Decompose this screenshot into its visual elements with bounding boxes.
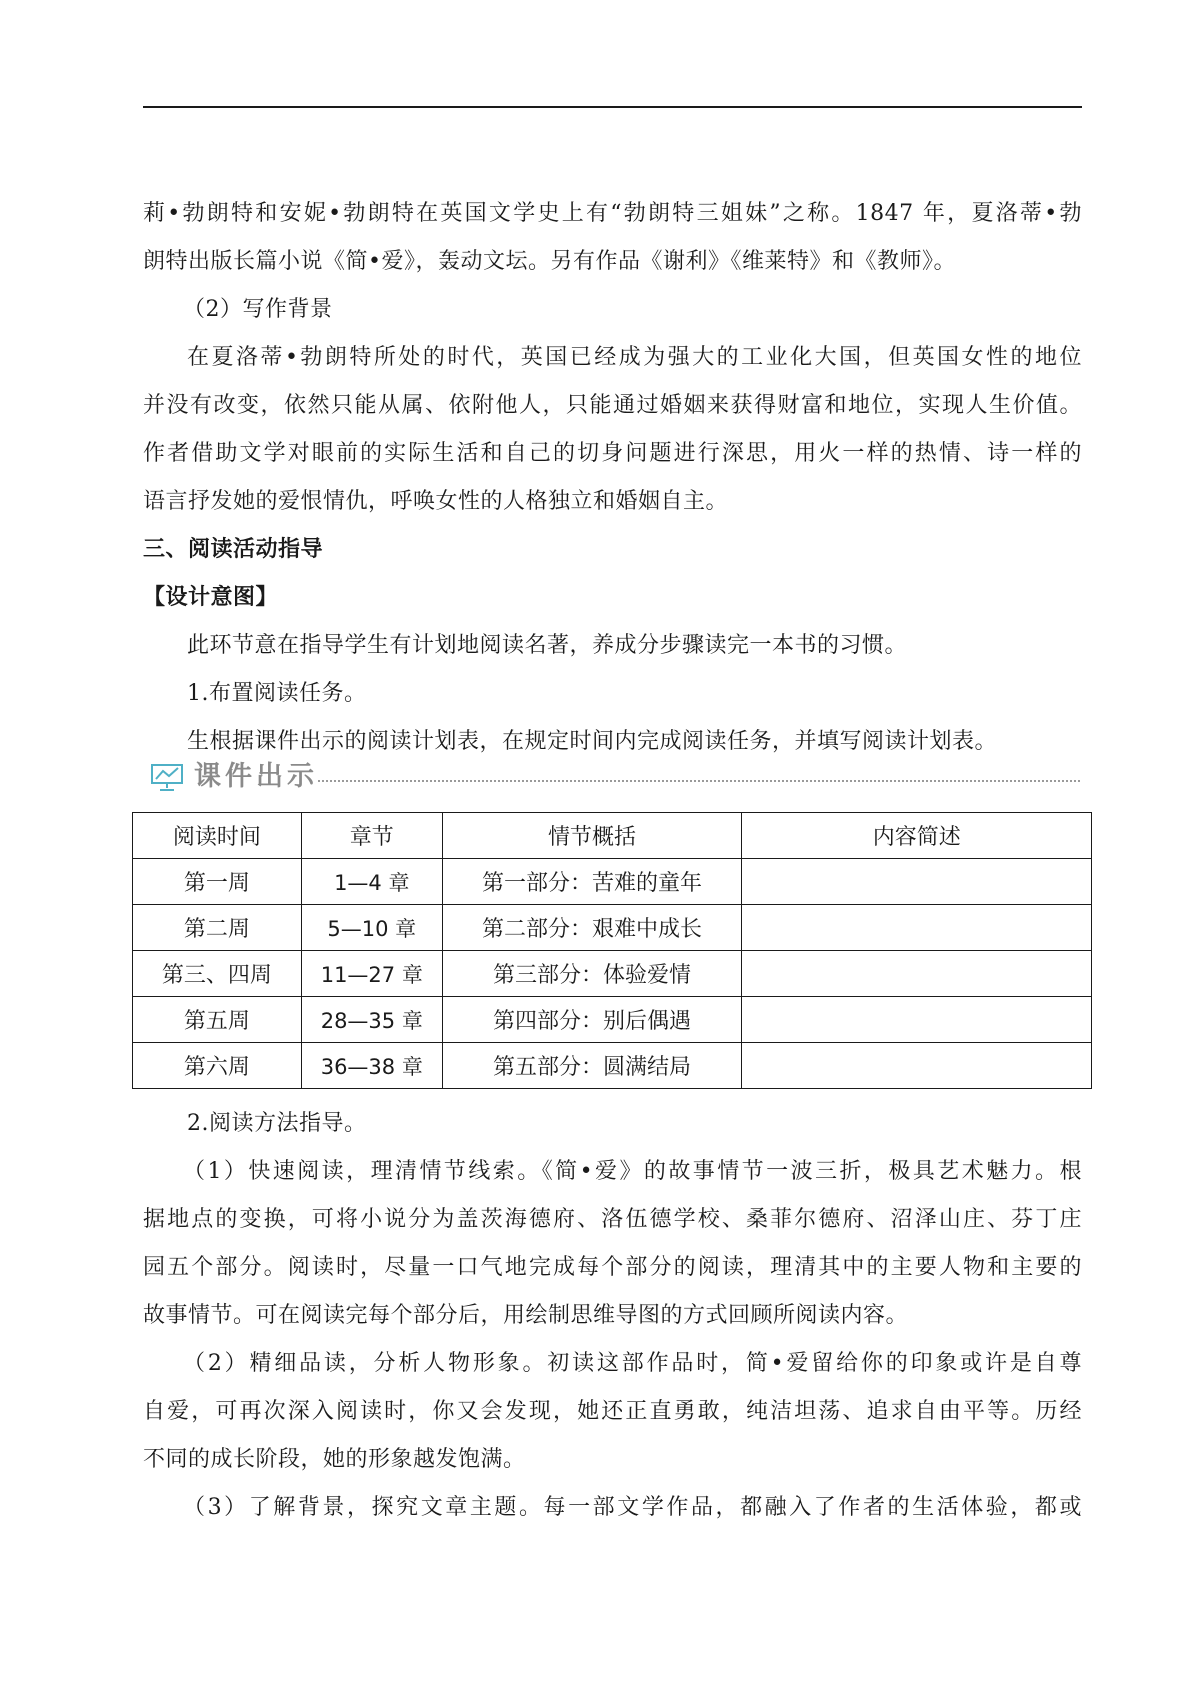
method-p2-line: （2）精细品读，分析人物形象。初读这部作品时，简•爱留给你的印象或许是自尊 [183, 1351, 1082, 1376]
chapter-cell: 36—38 章 [301, 1043, 442, 1089]
method-p3-line: （3）了解背景，探究文章主题。每一部文学作品，都融入了作者的生活体验，都或 [183, 1495, 1082, 1520]
background-line: 在夏洛蒂•勃朗特所处的时代，英国已经成为强大的工业化大国，但英国女性的地位 [187, 345, 1082, 370]
description-cell[interactable] [742, 1043, 1092, 1089]
lower-text [143, 1100, 1082, 1532]
background-line: 语言抒发她的爱恨情仇，呼唤女性的人格独立和婚姻自主。 [143, 489, 729, 514]
design-label: 【设计意图】 [143, 585, 279, 610]
chapter-cell: 5—10 章 [301, 905, 442, 951]
chapter-cell: 11—27 章 [301, 951, 442, 997]
description-cell[interactable] [742, 997, 1092, 1043]
intro-line: 朗特出版长篇小说《简•爱》，轰动文坛。另有作品《谢利》《维莱特》和《教师》。 [143, 249, 956, 274]
table-row [133, 997, 1092, 1043]
table-row [133, 859, 1092, 905]
header-rule [143, 106, 1082, 108]
upper-text [143, 190, 1082, 766]
background-line: 并没有改变，依然只能从属、依附他人，只能通过婚姻来获得财富和地位，实现人生价值。 [143, 393, 1082, 418]
week-cell: 第六周 [133, 1043, 302, 1089]
chapter-cell: 28—35 章 [301, 997, 442, 1043]
summary-cell: 第二部分：艰难中成长 [442, 905, 742, 951]
section-title: 三、阅读活动指导 [143, 537, 324, 562]
method-p1-line: 故事情节。可在阅读完每个部分后，用绘制思维导图的方式回顾所阅读内容。 [143, 1303, 909, 1328]
task-text: 生根据课件出示的阅读计划表，在规定时间内完成阅读任务，并填写阅读计划表。 [187, 729, 998, 754]
summary-cell: 第一部分：苦难的童年 [442, 859, 742, 905]
table-row [133, 951, 1092, 997]
method-p1-line: （1）快速阅读，理清情节线索。《简•爱》的故事情节一波三折，极具艺术魅力。根 [183, 1159, 1082, 1184]
method-p1-line: 据地点的变换，可将小说分为盖茨海德府、洛伍德学校、桑菲尔德府、沼泽山庄、芬丁庄 [143, 1207, 1082, 1232]
table-row [133, 905, 1092, 951]
summary-cell: 第四部分：别后偶遇 [442, 997, 742, 1043]
task-title: 1.布置阅读任务。 [187, 681, 367, 706]
background-heading: （2）写作背景 [183, 297, 333, 322]
table-row [133, 1043, 1092, 1089]
dotted-divider [318, 780, 1080, 782]
description-cell[interactable] [742, 859, 1092, 905]
summary-cell: 第五部分：圆满结局 [442, 1043, 742, 1089]
header-cell: 章节 [301, 813, 442, 859]
design-text: 此环节意在指导学生有计划地阅读名著，养成分步骤读完一本书的习惯。 [187, 633, 908, 658]
week-cell: 第三、四周 [133, 951, 302, 997]
week-cell: 第一周 [133, 859, 302, 905]
method-p2-line: 自爱，可再次深入阅读时，你又会发现，她还正直勇敢，纯洁坦荡、追求自由平等。历经 [143, 1399, 1082, 1424]
week-cell: 第二周 [133, 905, 302, 951]
background-line: 作者借助文学对眼前的实际生活和自己的切身问题进行深思，用火一样的热情、诗一样的 [143, 441, 1082, 466]
header-cell: 情节概括 [442, 813, 742, 859]
table-header-row [133, 813, 1092, 859]
courseware-label: 课件出示 [194, 761, 318, 792]
intro-line: 莉•勃朗特和安妮•勃朗特在英国文学史上有“勃朗特三姐妹”之称。1847 年，夏洛蒂•勃 [143, 201, 1082, 226]
header-cell: 阅读时间 [133, 813, 302, 859]
method-p1-line: 园五个部分。阅读时，尽量一口气地完成每个部分的阅读，理清其中的主要人物和主要的 [143, 1255, 1082, 1280]
method-p2-line: 不同的成长阶段，她的形象越发饱满。 [143, 1447, 526, 1472]
reading-plan-table [132, 812, 1092, 1089]
summary-cell: 第三部分：体验爱情 [442, 951, 742, 997]
presentation-chart-icon [150, 762, 184, 792]
chapter-cell: 1—4 章 [301, 859, 442, 905]
header-cell: 内容简述 [742, 813, 1092, 859]
week-cell: 第五周 [133, 997, 302, 1043]
description-cell[interactable] [742, 951, 1092, 997]
method-title: 2.阅读方法指导。 [187, 1111, 367, 1136]
description-cell[interactable] [742, 905, 1092, 951]
